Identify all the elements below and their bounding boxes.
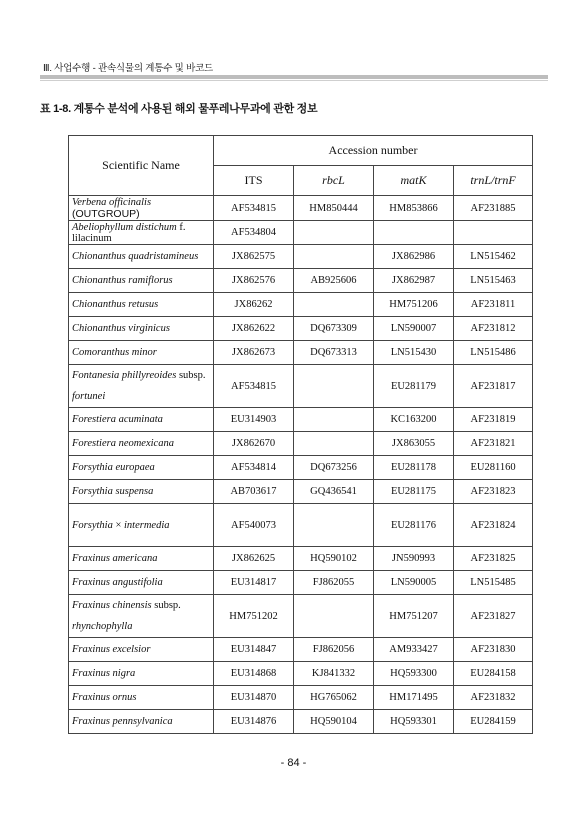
- scientific-name-cell: [69, 408, 214, 432]
- accession-matk-cell: EU281176: [374, 504, 454, 547]
- name-qualifier: (OUTGROUP): [72, 208, 140, 220]
- scientific-name-cell: [69, 686, 214, 710]
- accession-matk-cell: EU281178: [374, 456, 454, 480]
- col-header-rbcl: rbcL: [294, 166, 374, 196]
- accession-its-cell: AF534814: [214, 456, 294, 480]
- accession-its-cell: JX862575: [214, 245, 294, 269]
- accession-rbcl-cell: [294, 504, 374, 547]
- accession-matk-cell: AM933427: [374, 638, 454, 662]
- accession-trnl-cell: AF231824: [454, 504, 533, 547]
- scientific-name: Fraxinus angustifolia: [72, 577, 163, 588]
- accession-trnl-cell: LN515486: [454, 341, 533, 365]
- scientific-name: Forestiera acuminata: [72, 414, 163, 425]
- table-row: [69, 571, 533, 595]
- scientific-name-cell: [69, 317, 214, 341]
- accession-trnl-cell: AF231812: [454, 317, 533, 341]
- table-row: [69, 456, 533, 480]
- accession-rbcl-cell: HQ590102: [294, 547, 374, 571]
- col-header-matk: matK: [374, 166, 454, 196]
- accession-matk-cell: HQ593300: [374, 662, 454, 686]
- accession-rbcl-cell: FJ862056: [294, 638, 374, 662]
- accession-matk-cell: EU281179: [374, 365, 454, 408]
- accession-matk-cell: EU281175: [374, 480, 454, 504]
- infraspecific-name: intermedia: [124, 519, 170, 531]
- accession-matk-cell: LN590005: [374, 571, 454, 595]
- scientific-name: Verbena officinalis: [72, 197, 152, 208]
- accession-matk-cell: JX862986: [374, 245, 454, 269]
- scientific-name: Abeliophyllum distichum: [72, 221, 177, 233]
- scientific-name-cell: [69, 547, 214, 571]
- accession-matk-cell: HQ593301: [374, 710, 454, 734]
- accession-matk-cell: JX862987: [374, 269, 454, 293]
- accession-matk-cell: HM171495: [374, 686, 454, 710]
- scientific-name: Fraxinus chinensis: [72, 600, 152, 611]
- table-row: [69, 432, 533, 456]
- scientific-name: Fontanesia phillyreoides: [72, 370, 177, 381]
- scientific-name: Forestiera neomexicana: [72, 438, 174, 449]
- accession-trnl-cell: AF231832: [454, 686, 533, 710]
- scientific-name: Fraxinus excelsior: [72, 644, 151, 655]
- accession-trnl-cell: LN515462: [454, 245, 533, 269]
- name-qualifier: ×: [112, 519, 125, 531]
- accession-rbcl-cell: HG765062: [294, 686, 374, 710]
- scientific-name: Chionanthus virginicus: [72, 323, 170, 334]
- accession-trnl-cell: EU281160: [454, 456, 533, 480]
- accession-rbcl-cell: [294, 221, 374, 245]
- accession-its-cell: JX862673: [214, 341, 294, 365]
- accession-trnl-cell: LN515463: [454, 269, 533, 293]
- accession-its-cell: EU314817: [214, 571, 294, 595]
- scientific-name: Forsythia suspensa: [72, 486, 154, 497]
- header-rule: [40, 75, 548, 79]
- scientific-name-cell: [69, 341, 214, 365]
- accession-trnl-cell: AF231819: [454, 408, 533, 432]
- table-row: [69, 547, 533, 571]
- accession-its-cell: AF540073: [214, 504, 294, 547]
- header-rule-thin: [40, 80, 548, 81]
- table-caption: 표 1-8. 계통수 분석에 사용된 해외 물푸레나무과에 관한 정보: [40, 103, 318, 115]
- accession-matk-cell: LN590007: [374, 317, 454, 341]
- accession-rbcl-cell: DQ673313: [294, 341, 374, 365]
- accession-trnl-cell: AF231830: [454, 638, 533, 662]
- table-row: [69, 317, 533, 341]
- accession-rbcl-cell: [294, 365, 374, 408]
- table-row: [69, 221, 533, 245]
- running-header: Ⅲ. 사업수행 - 관속식물의 계통수 및 바코드: [43, 63, 214, 74]
- accession-matk-cell: LN515430: [374, 341, 454, 365]
- accession-its-cell: AF534804: [214, 221, 294, 245]
- accession-its-cell: JX862625: [214, 547, 294, 571]
- table-row: [69, 341, 533, 365]
- accession-matk-cell: HM751206: [374, 293, 454, 317]
- accession-its-cell: EU314903: [214, 408, 294, 432]
- table-row: [69, 595, 533, 638]
- name-qualifier: f. lilacinum: [72, 221, 186, 244]
- name-qualifier: subsp.: [151, 600, 181, 611]
- accession-matk-cell: JN590993: [374, 547, 454, 571]
- accession-matk-cell: KC163200: [374, 408, 454, 432]
- accession-rbcl-cell: AB925606: [294, 269, 374, 293]
- table-row: [69, 662, 533, 686]
- scientific-name-cell: [69, 269, 214, 293]
- accession-rbcl-cell: HM850444: [294, 196, 374, 221]
- table-row: [69, 293, 533, 317]
- accession-its-cell: JX862576: [214, 269, 294, 293]
- accession-rbcl-cell: DQ673256: [294, 456, 374, 480]
- accession-its-cell: JX862670: [214, 432, 294, 456]
- accession-its-cell: JX862622: [214, 317, 294, 341]
- accession-trnl-cell: LN515485: [454, 571, 533, 595]
- scientific-name: Forsythia: [72, 519, 113, 531]
- accession-its-cell: EU314876: [214, 710, 294, 734]
- table-row: [69, 480, 533, 504]
- accession-trnl-cell: AF231817: [454, 365, 533, 408]
- table-row: [69, 686, 533, 710]
- accession-rbcl-cell: GQ436541: [294, 480, 374, 504]
- accession-matk-cell: HM751207: [374, 595, 454, 638]
- col-header-trnl-trnf: trnL/trnF: [454, 166, 533, 196]
- table-row: [69, 269, 533, 293]
- col-header-scientific-name: Scientific Name: [69, 136, 214, 196]
- accession-trnl-cell: AF231885: [454, 196, 533, 221]
- accession-matk-cell: [374, 221, 454, 245]
- table-row: [69, 196, 533, 221]
- scientific-name-cell: [69, 245, 214, 269]
- scientific-name: Fraxinus ornus: [72, 692, 137, 703]
- accession-table: [68, 135, 533, 734]
- scientific-name: Fraxinus nigra: [72, 668, 136, 679]
- accession-its-cell: EU314870: [214, 686, 294, 710]
- scientific-name-cell: [69, 221, 214, 245]
- scientific-name-cell: [69, 365, 214, 408]
- scientific-name-cell: [69, 293, 214, 317]
- table-row: [69, 365, 533, 408]
- table-row: [69, 245, 533, 269]
- scientific-name-cell: [69, 662, 214, 686]
- accession-its-cell: JX86262: [214, 293, 294, 317]
- scientific-name: Comoranthus minor: [72, 347, 157, 358]
- accession-rbcl-cell: FJ862055: [294, 571, 374, 595]
- name-qualifier: subsp.: [176, 370, 206, 381]
- table-row: [69, 710, 533, 734]
- page-number: - 84 -: [280, 757, 307, 769]
- scientific-name-cell: [69, 456, 214, 480]
- scientific-name: Chionanthus retusus: [72, 299, 159, 310]
- infraspecific-name: rhynchophylla: [72, 621, 133, 632]
- scientific-name: Fraxinus pennsylvanica: [72, 716, 173, 727]
- accession-matk-cell: JX863055: [374, 432, 454, 456]
- scientific-name: Chionanthus ramiflorus: [72, 275, 173, 286]
- accession-trnl-cell: AF231811: [454, 293, 533, 317]
- col-group-accession-number: Accession number: [214, 136, 533, 166]
- scientific-name-cell: [69, 480, 214, 504]
- accession-its-cell: EU314847: [214, 638, 294, 662]
- accession-its-cell: HM751202: [214, 595, 294, 638]
- accession-rbcl-cell: [294, 595, 374, 638]
- accession-rbcl-cell: DQ673309: [294, 317, 374, 341]
- accession-rbcl-cell: [294, 245, 374, 269]
- accession-rbcl-cell: [294, 293, 374, 317]
- scientific-name-cell: [69, 504, 214, 547]
- accession-trnl-cell: EU284158: [454, 662, 533, 686]
- scientific-name-cell: [69, 638, 214, 662]
- accession-its-cell: AB703617: [214, 480, 294, 504]
- accession-trnl-cell: AF231825: [454, 547, 533, 571]
- accession-matk-cell: HM853866: [374, 196, 454, 221]
- accession-rbcl-cell: HQ590104: [294, 710, 374, 734]
- accession-trnl-cell: [454, 221, 533, 245]
- table-row: [69, 504, 533, 547]
- table-row: [69, 408, 533, 432]
- col-header-its: ITS: [214, 166, 294, 196]
- table-row: [69, 638, 533, 662]
- table-body: [69, 196, 533, 734]
- accession-trnl-cell: AF231827: [454, 595, 533, 638]
- accession-trnl-cell: EU284159: [454, 710, 533, 734]
- scientific-name: Fraxinus americana: [72, 553, 158, 564]
- accession-trnl-cell: AF231821: [454, 432, 533, 456]
- scientific-name-cell: [69, 571, 214, 595]
- accession-its-cell: EU314868: [214, 662, 294, 686]
- scientific-name: Chionanthus quadristamineus: [72, 251, 199, 262]
- accession-trnl-cell: AF231823: [454, 480, 533, 504]
- scientific-name-cell: [69, 432, 214, 456]
- accession-its-cell: AF534815: [214, 365, 294, 408]
- accession-its-cell: AF534815: [214, 196, 294, 221]
- scientific-name: Forsythia europaea: [72, 462, 155, 473]
- scientific-name-cell: [69, 196, 214, 221]
- accession-rbcl-cell: KJ841332: [294, 662, 374, 686]
- scientific-name-cell: [69, 710, 214, 734]
- accession-rbcl-cell: [294, 432, 374, 456]
- scientific-name-cell: [69, 595, 214, 638]
- accession-rbcl-cell: [294, 408, 374, 432]
- infraspecific-name: fortunei: [72, 391, 106, 402]
